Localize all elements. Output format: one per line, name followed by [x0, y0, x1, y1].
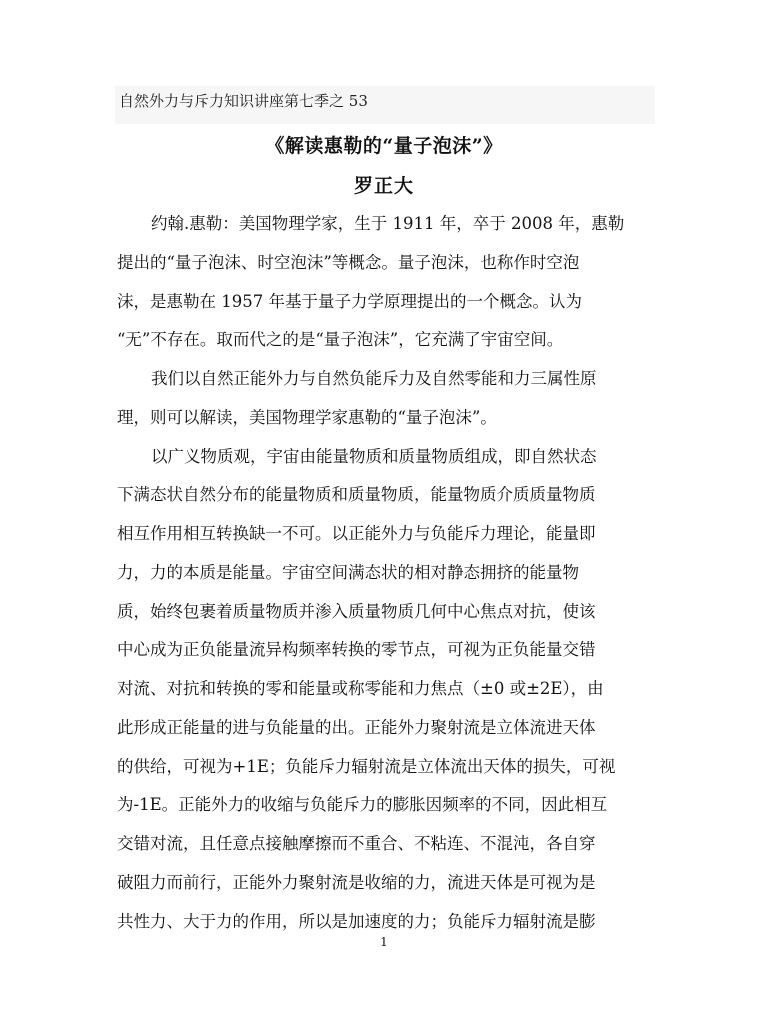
document-header — [115, 86, 655, 124]
text-line: 我们以自然正能外力与自然负能斥力及自然零能和力三属性原 — [151, 369, 597, 388]
text-line: 破阻力而前行，正能外力聚射流是收缩的力，流进天体是可视为是 — [117, 872, 596, 892]
text-line: 提出的“量子泡沫、时空泡沫”等概念。量子泡沫，也称作时空泡 — [117, 252, 580, 272]
header-text: 自然外力与斥力知识讲座第七季之 53 — [119, 92, 368, 110]
text-line: 质，始终包裹着质量物质并渗入质量物质几何中心焦点对抗，使该 — [117, 601, 596, 621]
text-line: 相互作用相互转换缺一不可。以正能外力与负能斥力理论，能量即 — [117, 524, 596, 543]
text-line: 交错对流，且任意点接触摩擦而不重合、不粘连、不混沌，各自穿 — [117, 834, 596, 853]
text-line: 下满态状自然分布的能量物质和质量物质，能量物质介质质量物质 — [117, 485, 596, 505]
document-author: 罗正大 — [353, 175, 414, 197]
text-line: 的供给，可视为+1E；负能斥力辐射流是立体流出天体的损失，可视 — [117, 756, 616, 776]
text-line: 约翰.惠勒：美国物理学家，生于 1911 年，卒于 2008 年，惠勒 — [151, 214, 625, 233]
page-number: 1 — [380, 935, 388, 949]
text-line: 力，力的本质是能量。宇宙空间满态状的相对静态拥挤的能量物 — [117, 562, 579, 582]
text-line: 沫，是惠勒在 1957 年基于量子力学原理提出的一个概念。认为 — [117, 291, 582, 311]
text-line: 为-1E。正能外力的收缩与负能斥力的膨胀因频率的不同，因此相互 — [117, 795, 608, 815]
text-line: 对流、对抗和转换的零和能量或称零能和力焦点（±0 或±2E），由 — [117, 679, 604, 698]
document-title: 《解读惠勒的“量子泡沫”》 — [265, 135, 503, 157]
text-line: 此形成正能量的进与负能量的出。正能外力聚射流是立体流进天体 — [117, 717, 596, 737]
text-line: “无”不存在。取而代之的是“量子泡沫”，它充满了宇宙空间。 — [117, 330, 564, 350]
text-line: 中心成为正负能量流异构频率转换的零节点，可视为正负能量交错 — [117, 640, 596, 660]
body-text — [117, 205, 657, 941]
text-line: 理，则可以解读，美国物理学家惠勒的“量子泡沫”。 — [117, 407, 497, 427]
text-line: 共性力、大于力的作用，所以是加速度的力；负能斥力辐射流是膨 — [117, 911, 596, 931]
text-line: 以广义物质观，宇宙由能量物质和质量物质组成，即自然状态 — [151, 446, 597, 466]
